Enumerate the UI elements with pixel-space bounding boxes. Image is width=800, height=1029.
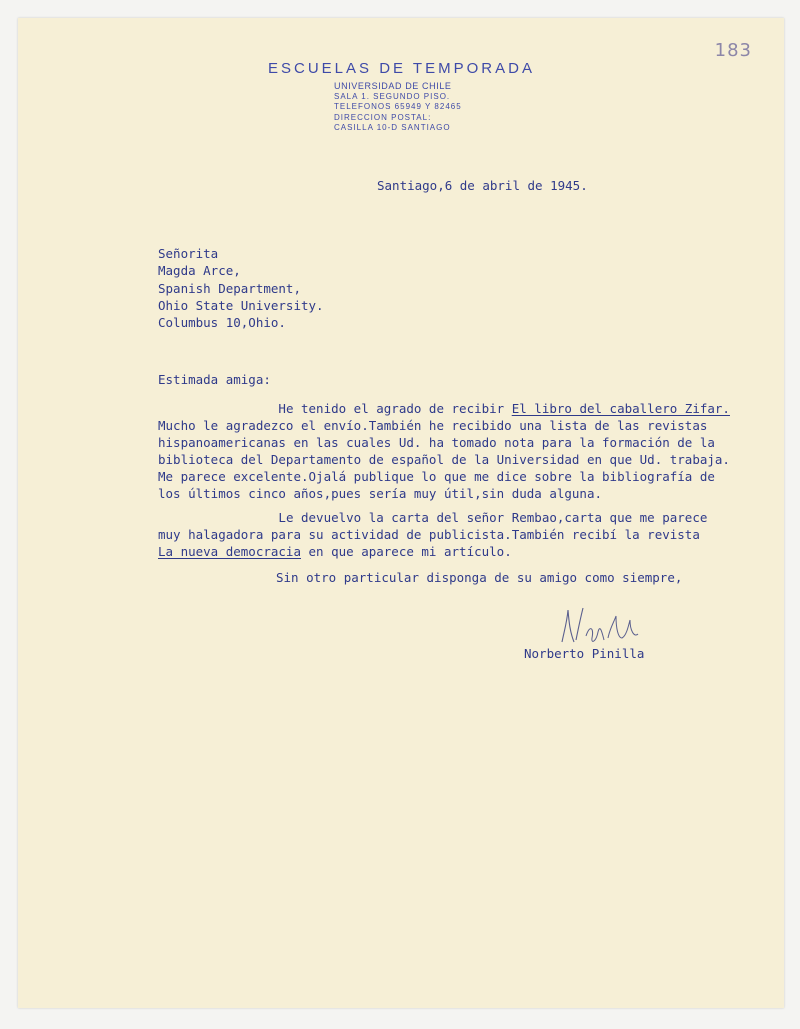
paragraph-line: hispanoamericanas en las cuales Ud. ha tomado nota para la formación de la [158, 435, 715, 450]
letterhead-postal-label: DIRECCION POSTAL: [334, 112, 432, 122]
letterhead [268, 60, 535, 134]
paragraph-line: biblioteca del Departamento de español de la Universidad en que Ud. trabaja. [158, 452, 730, 467]
letterhead-phone-line: TELEFONOS 65949 Y 82465 [334, 102, 462, 111]
recipient-line: Spanish Department, [158, 280, 301, 296]
paragraph-line: los últimos cinco años,pues sería muy útil,sin duda alguna. [158, 486, 603, 501]
recipient-line: Magda Arce, [158, 263, 241, 279]
letter-date: Santiago,6 de abril de 1945. [377, 178, 588, 193]
paragraph-line [158, 509, 707, 526]
paragraph-line: Me parece excelente.Ojalá publique lo que me dice sobre la bibliografía de [158, 469, 715, 484]
paragraph-text: en que aparece mi artículo. [301, 544, 512, 559]
paragraph-line [158, 543, 707, 560]
recipient-line: Señorita [158, 246, 219, 261]
paragraph-line: Mucho le agradezco el envío.También he recibido una lista de las revistas [158, 418, 708, 433]
book-title: El libro del caballero Zifar. [511, 401, 730, 416]
recipient-line: Ohio State University. [158, 297, 324, 313]
letterhead-title: ESCUELAS DE TEMPORADA [268, 60, 535, 77]
letterhead-address-line: SALA 1. SEGUNDO PISO. [334, 91, 451, 101]
folio-number: 183 [714, 40, 752, 61]
salutation: Estimada amiga: [158, 372, 271, 387]
paragraph-text: Le devuelvo la carta del señor Rembao,carta que me parece [278, 510, 708, 525]
letterhead-postal-box: CASILLA 10-D SANTIAGO [334, 123, 451, 132]
signatory-name: Norberto Pinilla [524, 646, 645, 661]
paragraph-text: He tenido el agrado de recibir [278, 401, 512, 416]
letterhead-university: UNIVERSIDAD DE CHILE [334, 81, 452, 91]
letterhead-details [334, 81, 535, 134]
paragraph-line [158, 400, 730, 417]
paragraph-line: muy halagadora para su actividad de publicista.También recibí la revista [158, 527, 700, 542]
recipient-line: Columbus 10,Ohio. [158, 315, 286, 331]
handwritten-signature [556, 602, 652, 646]
closing-line: Sin otro particular disponga de su amigo como siempre, [276, 570, 683, 585]
recipient-address [158, 245, 324, 331]
body-paragraph-2 [158, 509, 707, 560]
body-paragraph-1 [158, 400, 730, 502]
magazine-title: La nueva democracia [158, 544, 301, 559]
